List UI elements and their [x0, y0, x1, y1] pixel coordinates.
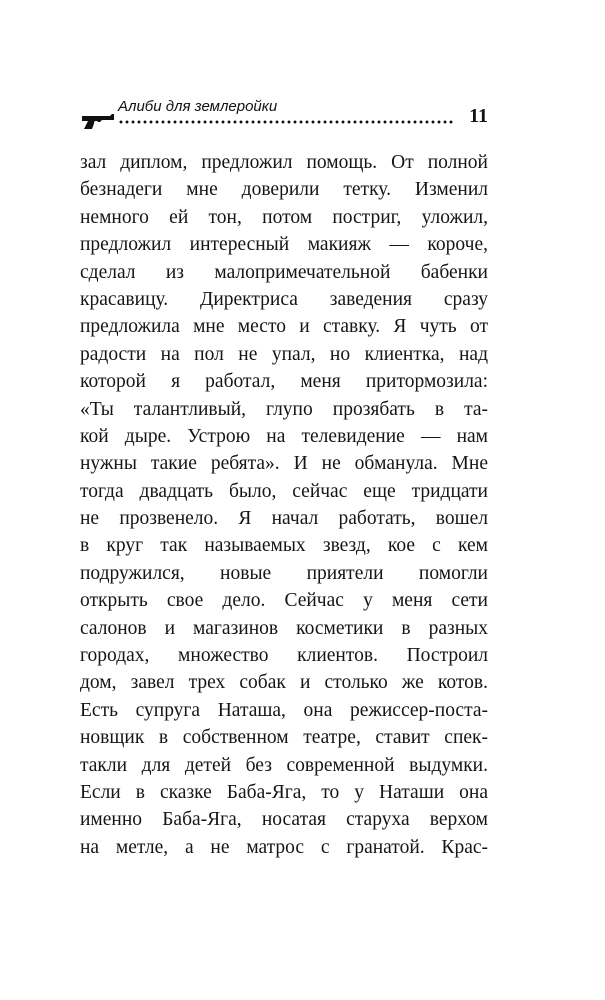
text-line: салонов и магазинов косметики в разных	[80, 617, 488, 639]
dotted-leader	[118, 120, 454, 124]
text-line: кой дыре. Устрою на телевидение — нам	[80, 425, 488, 447]
text-line: предложила мне место и ставку. Я чуть от	[80, 316, 488, 338]
text-line: открыть свое дело. Сейчас у меня сети	[80, 590, 488, 612]
text-line: городах, множество клиентов. Построил	[80, 645, 488, 667]
text-line: сделал из малопримечательной бабенки	[80, 261, 488, 283]
text-line: зал диплом, предложил помощь. От полной	[80, 152, 488, 173]
text-line: подружился, новые приятели помогли	[80, 562, 488, 584]
text-line: такли для детей без современной выдумки.	[80, 754, 488, 776]
revolver-icon	[80, 112, 116, 130]
text-line: Если в сказке Баба-Яга, то у Наташи она	[80, 781, 488, 803]
text-line: тогда двадцать было, сейчас еще тридцати	[80, 480, 488, 502]
text-line: предложил интересный макияж — короче,	[80, 234, 488, 256]
text-line: «Ты талантливый, глупо прозябать в та-	[80, 398, 488, 420]
text-line: дом, завел трех собак и столько же котов.	[80, 672, 488, 694]
text-line: новщик в собственном театре, ставит спек-	[80, 727, 488, 749]
text-line: не прозвенело. Я начал работать, вошел	[80, 508, 488, 530]
page-header	[80, 92, 488, 132]
text-line: радости на пол не упал, но клиентка, над	[80, 343, 488, 365]
text-line: Есть супруга Наташа, она режиссер-поста-	[80, 699, 488, 721]
text-line: нужны такие ребята». И не обманула. Мне	[80, 453, 488, 475]
text-line: именно Баба-Яга, носатая старуха верхом	[80, 809, 488, 831]
running-title: Алиби для землеройки	[118, 98, 278, 115]
text-line: красавицу. Директриса заведения сразу	[80, 288, 488, 310]
body-text	[80, 149, 488, 861]
text-line: в круг так называемых звезд, кое с кем	[80, 535, 488, 557]
page-number: 11	[469, 105, 488, 127]
text-line: которой я работал, меня притормозила:	[80, 371, 488, 393]
text-line: безнадеги мне доверили тетку. Изменил	[80, 179, 488, 201]
text-line: немного ей тон, потом постриг, уложил,	[80, 206, 488, 228]
text-line: на метле, а не матрос с гранатой. Крас-	[80, 836, 488, 858]
